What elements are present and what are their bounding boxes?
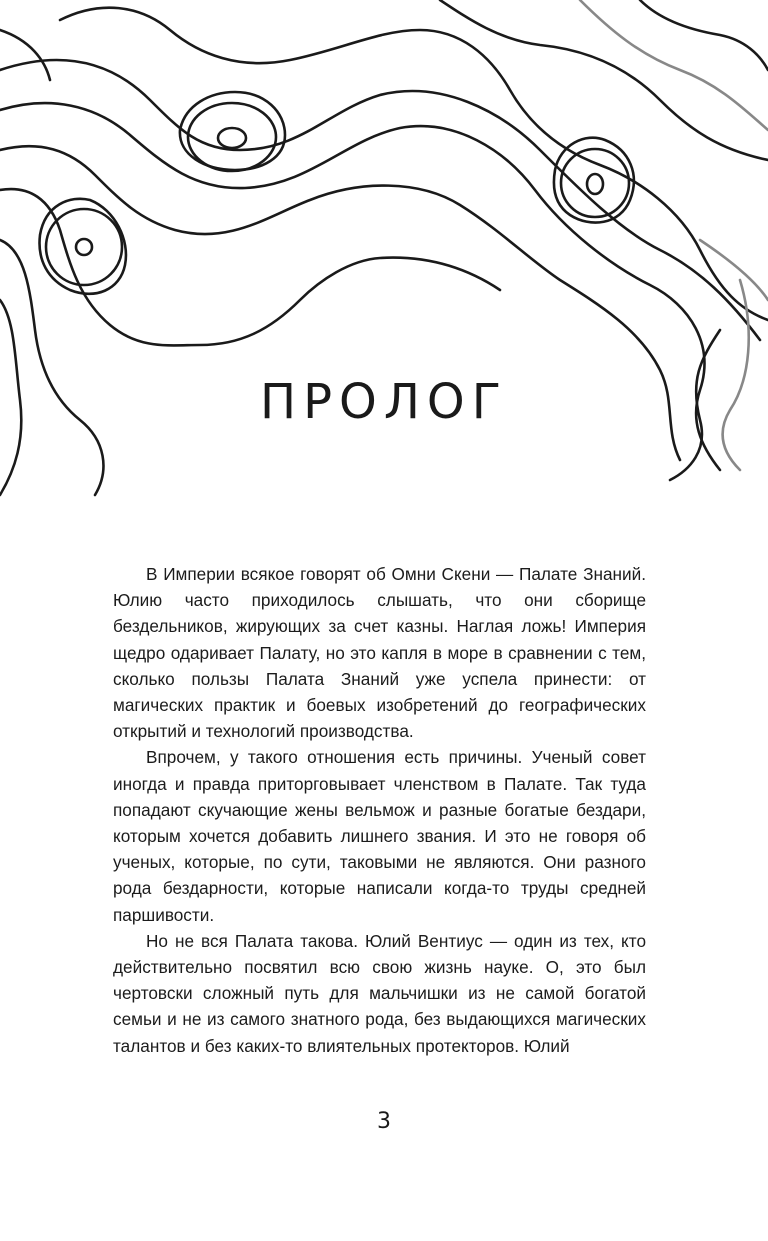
ornament-eye-right bbox=[554, 138, 634, 223]
ornament-eye-center bbox=[180, 92, 285, 171]
ornament-wave-4 bbox=[0, 189, 500, 345]
chapter-title: ПРОЛОГ bbox=[260, 374, 508, 430]
ornament-wave-14 bbox=[0, 30, 50, 80]
paragraph: Впрочем, у такого отношения есть причины. Ученый совет иногда и правда приторговывает членством в Палате. Так туда попадают скучающие жены вельмож и разные богатые бездари, которым хочется добавить лишнего звания. И это не говоря об ученых, которые, по сути, таковыми не являются. Они разного рода бездарности, которые написали когда-то труды средней паршивости. bbox=[113, 747, 646, 925]
chapter-body bbox=[113, 561, 646, 1059]
paragraph: Но не вся Палата такова. Юлий Вентиус — один из тех, кто действительно посвятил всю свою жизнь науке. О, это был чертовски сложный путь для мальчишки из не самой богатой семьи и не из самого знатного рода, без выдающихся магических талантов и без каких-то влиятельных протекторов. Юлий bbox=[113, 930, 646, 1056]
paragraph: В Империи всякое говорят об Омни Скени — Палате Знаний. Юлию часто приходилось слышать, что они сборище бездельников, жирующих за счет казны. Наглая ложь! Империя щедро одаривает Палату, но это капля в море в сравнении с тем, сколько пользы Палата Знаний уже успела принести: от магических практик и боевых изобретений до географических открытий и технологий производства. bbox=[113, 564, 646, 742]
ornament-wave-1 bbox=[0, 60, 760, 340]
page-number: 3 bbox=[377, 1109, 391, 1134]
decorative-ornament bbox=[0, 0, 768, 520]
ornament-wave-9 bbox=[580, 0, 768, 130]
